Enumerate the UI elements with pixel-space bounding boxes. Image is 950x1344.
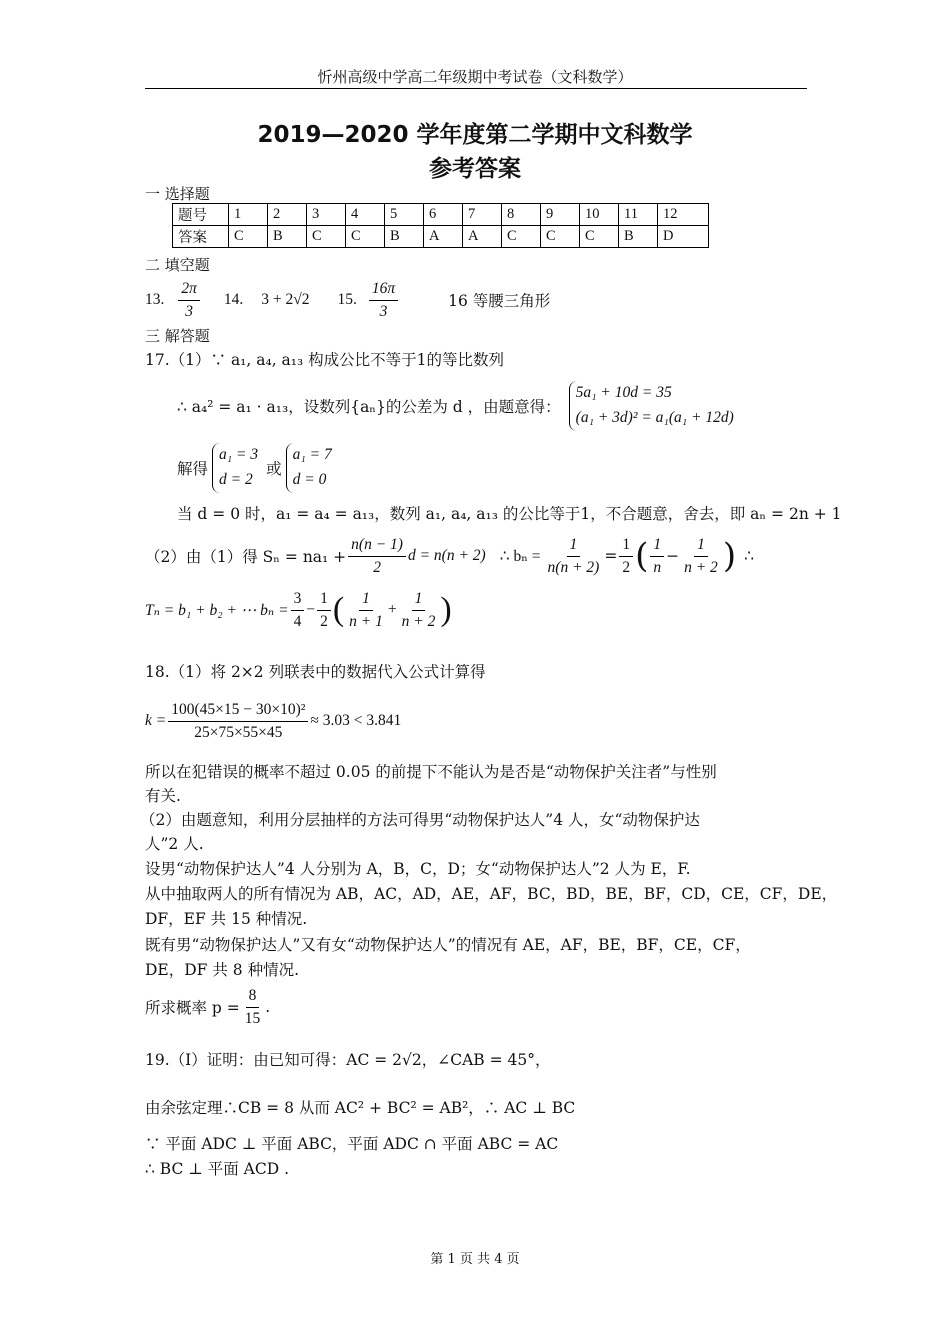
- q17-solution: [177, 440, 332, 496]
- q18-k-denominator: 25×75×55×45: [194, 723, 283, 741]
- q17-tn-f3-denominator: n + 1: [349, 612, 383, 630]
- table-cell: 4: [346, 204, 385, 226]
- q18-k-formula: [145, 696, 401, 746]
- q17-part2-c: ∴ bₙ =: [499, 547, 541, 565]
- q17-tn-f2-denominator: 2: [320, 612, 328, 630]
- q18-probability: [145, 982, 270, 1032]
- q17-tn-f2: [317, 590, 331, 631]
- answer-table: [172, 203, 709, 248]
- q18-k-result: ≈ 3.03 < 3.841: [310, 712, 402, 729]
- q18-p1: 所以在犯错误的概率不超过 0.05 的前提下不能认为是否是“动物保护关注者”与性别: [145, 763, 717, 781]
- q17-tn-f4: [399, 590, 439, 631]
- q17-sol-b1: a₁ = 7: [292, 446, 332, 464]
- q18-k-label: k =: [145, 712, 167, 729]
- q18-p6-fraction: [242, 987, 264, 1028]
- q17-inner2-denominator: n + 2: [684, 558, 718, 576]
- q19-line4: ∴ BC ⊥ 平面 ACD .: [145, 1160, 290, 1178]
- table-cell: 1: [229, 204, 268, 226]
- q17-sn-numerator: n(n − 1): [348, 536, 406, 557]
- section-choice: 一 选择题: [145, 185, 210, 203]
- q19-line3: ∵ 平面 ADC ⊥ 平面 ABC，平面 ADC ∩ 平面 ABC = AC: [145, 1135, 559, 1153]
- q17-sn-fraction: [348, 536, 406, 577]
- q15-denominator: 3: [379, 302, 388, 320]
- q17-bn-fraction: [545, 536, 603, 577]
- table-cell: 11: [619, 204, 658, 226]
- q17-tn-f4-denominator: n + 2: [401, 612, 436, 630]
- q17-line4: 当 d = 0 时，a₁ = a₄ = a₁₃，数列 a₁, a₄, a₁₃ 的公比等于1，不合题意，舍去，即 aₙ = 2n + 1: [177, 505, 842, 523]
- table-cell: A: [463, 226, 502, 248]
- section-solve: 三 解答题: [145, 327, 210, 345]
- q16-answer: 16 等腰三角形: [448, 292, 551, 310]
- table-cell: 6: [424, 204, 463, 226]
- q17-sys-eq2: (a₁ + 3d)² = a₁(a₁ + 12d): [575, 409, 734, 426]
- section-fill: 二 填空题: [145, 256, 210, 274]
- table-cell: 2: [268, 204, 307, 226]
- fill-answers-row: [145, 276, 550, 324]
- q13-denominator: 3: [185, 302, 193, 320]
- q15-label: 15.: [337, 291, 357, 308]
- q17-solve-label: 解得: [177, 460, 209, 478]
- q18-k-fraction: [168, 701, 308, 742]
- q18-line1: 18.（1）将 2×2 列联表中的数据代入公式计算得: [145, 663, 486, 681]
- q18-p4: 从中抽取两人的所有情况为 AB，AC，AD，AE，AF，BC，BD，BE，BF，CD，CE，CF，DE，: [145, 885, 838, 903]
- q18-p6-numerator: 8: [246, 987, 260, 1008]
- q17-part2: [145, 530, 754, 582]
- table-cell: C: [580, 226, 619, 248]
- table-cell: B: [619, 226, 658, 248]
- q17-part2-b: d = n(n + 2): [407, 547, 486, 564]
- q17-half-denominator: 2: [622, 558, 631, 576]
- q19-line1: 19.（Ⅰ）证明：由已知可得：AC = 2√2，∠CAB = 45°，: [145, 1051, 551, 1069]
- table-cell: A: [424, 226, 463, 248]
- q17-line1: 17.（1）∵ a₁, a₄, a₁₃ 构成公比不等于1的等比数列: [145, 351, 505, 369]
- q17-tn-open-paren: (: [332, 591, 345, 628]
- q18-k-numerator: 100(45×15 − 30×10)²: [168, 701, 308, 722]
- table-cell: 5: [385, 204, 424, 226]
- page-header: 忻州高级中学高二年级期中考试卷（文科数学）: [317, 68, 633, 86]
- q18-p5: 既有男“动物保护达人”又有女“动物保护达人”的情况有 AE，AF，BE，BF，CE，CF，: [145, 936, 751, 954]
- q17-tn-a: Tₙ = b₁ + b₂ + ⋯ bₙ =: [145, 601, 289, 619]
- q17-sn-denominator: 2: [373, 558, 381, 576]
- q17-tn-f1: [291, 590, 305, 631]
- header-rule: [145, 88, 807, 89]
- q17-tn-minus: −: [306, 601, 316, 618]
- doc-subtitle: 参考答案: [429, 156, 521, 182]
- table-cell: C: [307, 226, 346, 248]
- q17-inner1-numerator: 1: [650, 536, 664, 557]
- table-header-cell: 答案: [173, 226, 229, 248]
- q17-tn-f3-numerator: 1: [359, 590, 373, 611]
- q15-fraction: [369, 280, 398, 321]
- q17-bn-numerator: 1: [567, 536, 581, 557]
- q17-open-paren: (: [635, 536, 649, 576]
- q13-fraction: [178, 280, 200, 321]
- table-cell: 12: [658, 204, 709, 226]
- q17-half-fraction: [619, 536, 633, 577]
- table-cell: C: [502, 226, 541, 248]
- table-cell: C: [541, 226, 580, 248]
- q18-p5b: DE，DF 共 8 种情况.: [145, 961, 299, 979]
- table-cell: 10: [580, 204, 619, 226]
- q13-label: 13.: [145, 291, 165, 308]
- table-cell: D: [658, 226, 709, 248]
- q17-therefore: ∴: [744, 547, 754, 565]
- page-footer: 第 1 页 共 4 页: [430, 1252, 520, 1267]
- q14-label: 14.: [223, 291, 244, 308]
- q17-tn-f3: [346, 590, 386, 631]
- q17-minus: −: [666, 547, 680, 565]
- q18-p4b: DF，EF 共 15 种情况.: [145, 910, 308, 928]
- q17-tn-f2-numerator: 1: [317, 590, 331, 611]
- q17-line2-text: ∴ a₄² = a₁ · a₁₃，设数列{aₙ}的公差为 d ，由题意得：: [177, 398, 561, 416]
- q17-sol-a1: a₁ = 3: [219, 446, 259, 464]
- table-row-answers: [173, 226, 709, 248]
- q18-p6-denominator: 15: [244, 1009, 261, 1027]
- table-cell: B: [385, 226, 424, 248]
- q18-p1b: 有关.: [145, 787, 181, 805]
- q17-tn-plus: +: [387, 601, 397, 618]
- q14-value: 3 + 2√2: [261, 291, 310, 308]
- table-cell: B: [268, 226, 307, 248]
- q17-tn-line: [145, 584, 452, 636]
- q17-eq-sign: =: [604, 547, 618, 565]
- q17-inner2-numerator: 1: [694, 536, 708, 557]
- q17-solution-a: [212, 443, 258, 493]
- q17-sys-eq1: 5a₁ + 10d = 35: [575, 384, 672, 402]
- q18-p6-text: 所求概率 p =: [145, 999, 240, 1017]
- table-cell: 3: [307, 204, 346, 226]
- table-cell: C: [229, 226, 268, 248]
- q17-system: [569, 381, 734, 431]
- q18-p3: 设男“动物保护达人”4 人分别为 A，B，C，D；女“动物保护达人”2 人为 E，F.: [145, 860, 691, 878]
- q18-p6-period: .: [265, 998, 271, 1016]
- q19-line2: 由余弦定理∴CB = 8 从而 AC² + BC² = AB²，∴ AC ⊥ BC: [145, 1099, 576, 1117]
- table-cell: 8: [502, 204, 541, 226]
- q18-p2: （2）由题意知，利用分层抽样的方法可得男“动物保护达人”4 人，女“动物保护达: [140, 811, 700, 829]
- table-cell: 9: [541, 204, 580, 226]
- q17-inner1-denominator: n: [653, 558, 662, 576]
- q13-numerator: 2π: [178, 280, 200, 301]
- q17-line2: [177, 378, 734, 434]
- q17-inner1-fraction: [650, 536, 664, 577]
- table-header-cell: 题号: [173, 204, 229, 226]
- q17-part2-a: （2）由（1）得 Sₙ = na₁ +: [145, 548, 347, 566]
- q17-close-paren: ): [722, 536, 737, 576]
- q18-p2b: 人”2 人.: [145, 835, 204, 853]
- q17-solution-b: [286, 443, 332, 493]
- q17-half-numerator: 1: [619, 536, 633, 557]
- table-cell: 7: [463, 204, 502, 226]
- q17-tn-f4-numerator: 1: [412, 590, 426, 611]
- table-cell: C: [346, 226, 385, 248]
- q17-tn-f1-numerator: 3: [291, 590, 305, 611]
- doc-title: 2019—2020 学年度第二学期中文科数学: [257, 122, 693, 148]
- q17-inner2-fraction: [681, 536, 721, 577]
- q17-sol-a2: d = 2: [219, 471, 253, 488]
- q17-sol-b2: d = 0: [292, 471, 327, 488]
- q17-bn-denominator: n(n + 2): [547, 558, 600, 576]
- q17-tn-close-paren: ): [440, 591, 452, 628]
- q17-or: 或: [266, 460, 282, 478]
- q17-tn-f1-denominator: 4: [293, 612, 302, 630]
- table-row-numbers: [173, 204, 709, 226]
- q15-numerator: 16π: [369, 280, 398, 301]
